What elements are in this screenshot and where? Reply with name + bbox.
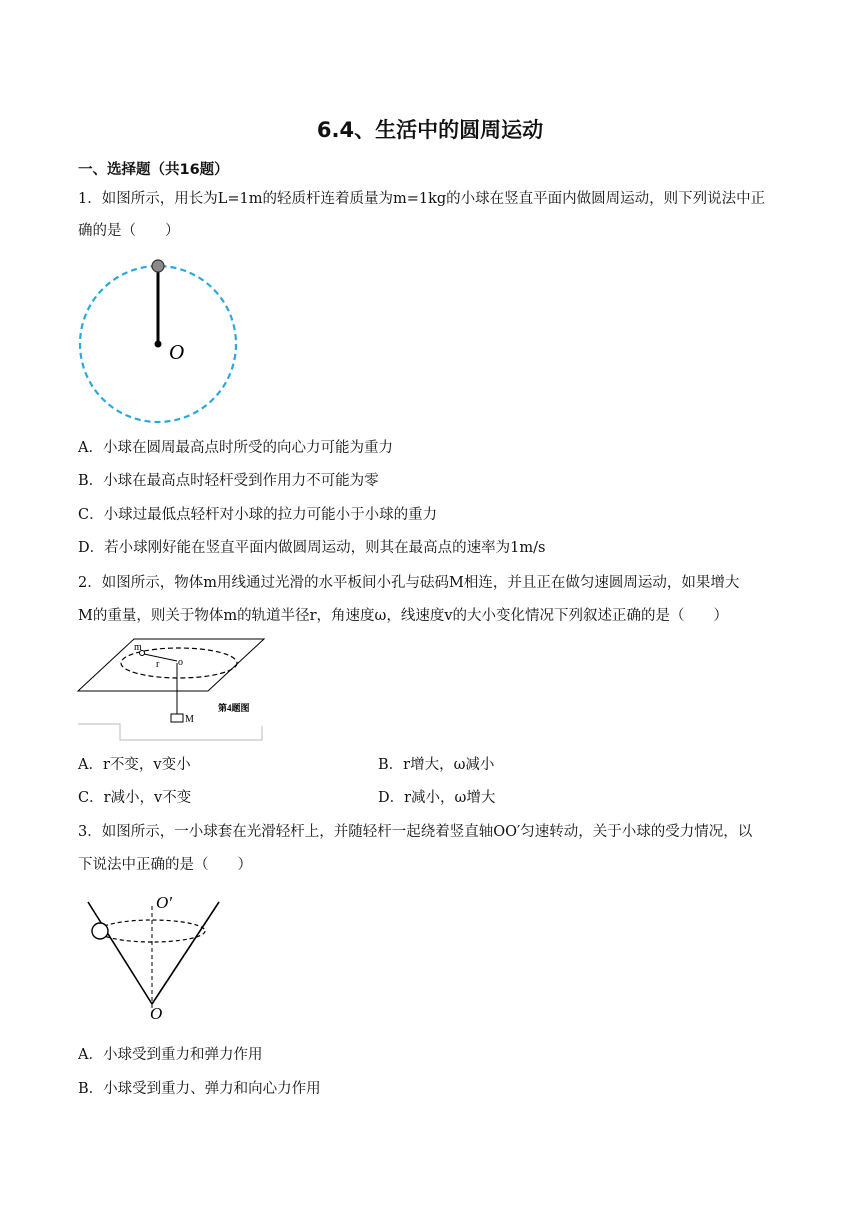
q2-option-a: A．r不变，v变小	[78, 757, 191, 773]
q2-caption: 第4题图	[218, 703, 250, 713]
section-heading: 一、选择题（共16题）	[78, 162, 229, 178]
q2-weight-M	[171, 714, 183, 722]
q2-stem-line2: M的重量，则关于物体m的轨道半径r，角速度ω，线速度v的大小变化情况下列叙述正确的是（ ）	[78, 608, 729, 624]
q2-option-d: D．r减小，ω增大	[378, 790, 496, 806]
q3-cone-figure	[80, 888, 230, 1028]
q1-option-b: B．小球在最高点时轻杆受到作用力不可能为零	[78, 473, 379, 489]
q1-option-d: D．若小球刚好能在竖直平面内做圆周运动，则其在最高点的速率为1m/s	[78, 540, 546, 556]
q2-figure-frame	[78, 724, 262, 740]
q1-ball	[152, 260, 164, 272]
q3-rod-left	[88, 902, 152, 1004]
q1-circle-figure	[75, 256, 245, 428]
q3-stem-line1: 3．如图所示，一小球套在光滑轻杆上，并随轻杆一起绕着竖直轴OO′匀速转动，关于小球的受力情况，以	[78, 824, 753, 840]
q2-label-m: m	[134, 642, 142, 653]
q3-stem-line2: 下说法中正确的是（ ）	[78, 857, 252, 873]
q1-option-a: A．小球在圆周最高点时所受的向心力可能为重力	[78, 440, 393, 456]
page-title: 6.4、生活中的圆周运动	[316, 118, 544, 142]
q3-label-O: O	[150, 1004, 163, 1023]
q3-option-a: A．小球受到重力和弹力作用	[78, 1047, 263, 1063]
q2-stem-line1: 2．如图所示，物体m用线通过光滑的水平板间小孔与砝码M相连，并且正在做匀速圆周运动，如果增大	[78, 575, 740, 591]
q1-stem-line2: 确的是（ ）	[78, 223, 180, 239]
q2-label-M: M	[185, 714, 194, 725]
q2-board-figure	[76, 636, 266, 742]
q3-ball	[92, 923, 108, 939]
q2-option-c: C．r减小，v不变	[78, 790, 192, 806]
q2-label-r: r	[156, 659, 160, 670]
q3-rod-right	[152, 902, 219, 1004]
q1-label-O: O	[169, 340, 185, 364]
q1-stem-line1: 1．如图所示，用长为L=1m的轻质杆连着质量为m=1kg的小球在竖直平面内做圆周运动，则下列说法中正	[78, 191, 766, 207]
q2-label-o: o	[178, 657, 183, 668]
q1-option-c: C．小球过最低点轻杆对小球的拉力可能小于小球的重力	[78, 507, 438, 523]
q2-radius-line	[144, 654, 177, 661]
q3-label-O-prime: O′	[156, 893, 172, 912]
q2-option-b: B．r增大，ω减小	[378, 757, 495, 773]
q3-option-b: B．小球受到重力、弹力和向心力作用	[78, 1081, 321, 1097]
q1-pivot-point	[155, 341, 162, 348]
